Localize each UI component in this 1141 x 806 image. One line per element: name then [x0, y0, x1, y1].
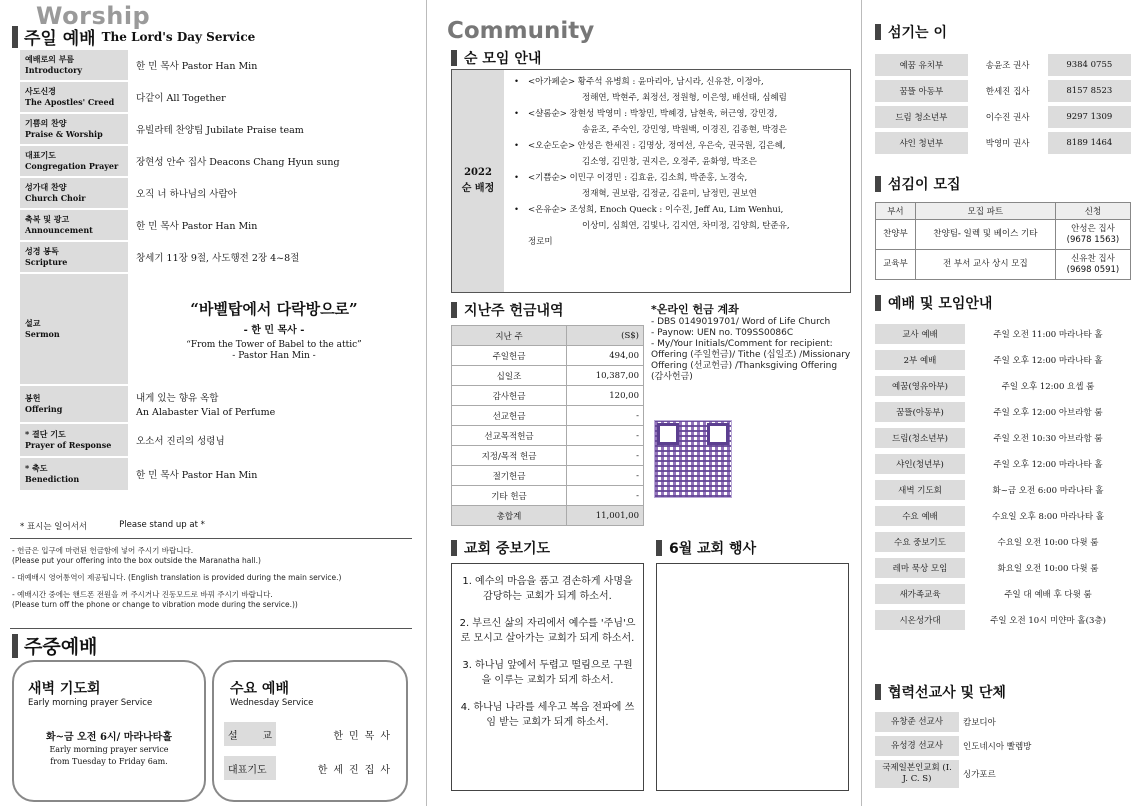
table-header: 지난 주: [452, 326, 567, 346]
sermon-title: “바벨탑에서 다락방으로”: [190, 299, 358, 318]
cell-line: 송윤조, 주숙인, 강민영, 박원백, 이경진, 김종현, 박경은: [582, 125, 787, 135]
table-row-total: [452, 506, 644, 526]
heading-bar-mark: [875, 295, 881, 311]
order-value: 유빌라테 찬양팀 Jubilate Praise team: [136, 125, 304, 136]
order-row: [20, 242, 412, 272]
order-label-kr: 설교: [25, 318, 41, 328]
table-row: [875, 428, 1131, 448]
table-cell: 드림 청소년부: [875, 106, 968, 128]
table-cell: 새가족교육: [875, 584, 965, 604]
order-value: 오소서 진리의 성령님: [136, 436, 225, 447]
order-value: 한 민 목사 Pastor Han Min: [136, 221, 258, 232]
sermon-title-en: “From the Tower of Babel to the attic”: [186, 339, 362, 350]
table-row: [452, 426, 644, 446]
sermon-preacher: - 한 민 목사 -: [243, 324, 305, 336]
table-cell: 주일 오전 11:00 마라나타 홀: [993, 330, 1103, 340]
table-row: [876, 250, 1131, 280]
apply-phone: (9698 0591): [1066, 264, 1120, 275]
order-row: [20, 424, 412, 456]
table-row: [452, 466, 644, 486]
table-cell: 주일헌금: [452, 346, 567, 366]
table-cell: 예꿈 유치부: [875, 54, 968, 76]
order-label-kr: 봉헌: [25, 393, 41, 403]
order-value: 창세기 11장 9절, 사도행전 2장 4~8절: [136, 253, 300, 264]
table-cell: 주일 대 예배 후 다윗 룸: [1004, 590, 1092, 600]
table-cell: 국제일본인교회 (I. J. C. S): [875, 760, 959, 788]
heading-bar-mark: [12, 26, 18, 48]
table-cell: 주일 오후 12:00 마라나타 홀: [993, 356, 1103, 366]
list-item: [514, 74, 844, 106]
column-divider: [426, 0, 427, 806]
table-cell: 드림(청소년부): [875, 428, 965, 448]
label-part: 설: [228, 730, 238, 742]
notice-en: (Please put your offering into the box outside the Maranatha hall.): [12, 556, 261, 565]
bullet-icon: •: [514, 77, 520, 87]
table-row: [452, 486, 644, 506]
table-cell: 새벽 기도회: [875, 480, 965, 500]
table-cell: 수요일 오전 10:00 다윗 룸: [997, 538, 1099, 548]
order-value: [128, 386, 412, 422]
table-cell: 선교헌금: [452, 406, 567, 426]
table-cell: [1055, 220, 1130, 250]
prayer-box: [451, 563, 644, 791]
notice-item: [12, 590, 414, 610]
table-row: [875, 736, 1131, 756]
cell-line: 정해연, 박현주, 최정선, 정원형, 이은영, 배선태, 심혜림: [582, 93, 787, 103]
table-cell: 십일조: [452, 366, 567, 386]
order-label-kr: 대표기도: [25, 150, 56, 160]
table-row: [452, 326, 644, 346]
order-label-kr: 성경 봉독: [25, 246, 59, 256]
table-cell: 주일 오후 12:00 아브라함 룸: [993, 408, 1103, 418]
table-cell: 10,387,00: [567, 366, 644, 386]
service-title-en: The Lord's Day Service: [101, 29, 256, 44]
online-offering-line: - DBS 0149019701/ Word of Life Church: [651, 317, 831, 327]
table-row: [452, 406, 644, 426]
table-cell: 지정/목적 헌금: [452, 446, 567, 466]
notices: [12, 546, 414, 617]
table-row: [876, 203, 1131, 220]
offering-hymn-kr: 내게 있는 향유 옥합: [136, 393, 219, 404]
table-cell: 주일 오전 10시 미얀마 홀(3층): [990, 616, 1106, 626]
cell-line: <아가페순> 황주석 유병희 : 윤마리아, 남시라, 신유찬, 이정아,: [528, 77, 764, 87]
table-cell: 선교목적헌금: [452, 426, 567, 446]
missions-heading: [875, 682, 1006, 702]
cells-table: [451, 69, 851, 293]
cells-label: 순 배정: [461, 183, 495, 194]
table-row: [875, 584, 1131, 604]
apply-name: 안성은 집사: [1071, 223, 1115, 234]
weekday-title-text: 주중예배: [24, 636, 98, 658]
table-cell: 기타 헌금: [452, 486, 567, 506]
table-cell: 시온성가대: [875, 610, 965, 630]
table-cell: 꿈뜰(아동부): [875, 402, 965, 422]
order-row: [20, 178, 412, 208]
cell-line: <기쁨순> 이민구 이경민 : 김효윤, 김소희, 박준홍, 노경숙,: [528, 173, 748, 183]
table-row: [875, 558, 1131, 578]
table-row: [875, 80, 1131, 102]
table-cell: 캄보디아: [963, 718, 996, 728]
table-cell: 레마 묵상 모임: [875, 558, 965, 578]
bullet-icon: •: [514, 205, 520, 215]
cell-line: <오순도순> 안성은 한세진 : 김명상, 정여선, 우은숙, 권국원, 김은혜,: [528, 141, 786, 151]
heading-bar-mark: [12, 634, 18, 658]
cell-line: 김소영, 김민창, 권지은, 오정주, 윤화영, 박조은: [582, 157, 757, 167]
standup-note-kr: * 표시는 일어서서: [20, 522, 88, 532]
table-cell: -: [567, 426, 644, 446]
notice-item: [12, 546, 414, 566]
notice-kr: - 예배시간 중에는 핸드폰 전원을 꺼 주시거나 진동모드로 바꿔 주시기 바랍니다.: [12, 590, 273, 599]
table-cell: 8157 8523: [1048, 80, 1131, 102]
table-cell: 총합계: [452, 506, 567, 526]
offering-heading-text: 지난주 헌금내역: [464, 303, 564, 319]
table-header: 부서: [876, 203, 916, 220]
order-label-en: Introductory: [25, 65, 82, 75]
table-row: [875, 54, 1131, 76]
table-cell: 유창준 선교사: [875, 712, 959, 732]
dawn-time-en-2: from Tuesday to Friday 6am.: [50, 757, 168, 766]
list-item: [514, 138, 844, 170]
divider-line: [10, 628, 412, 629]
table-cell: [1055, 250, 1130, 280]
table-cell: 화요일 오전 10:00 다윗 룸: [997, 564, 1099, 574]
table-row: [875, 480, 1131, 500]
bullet-icon: •: [514, 109, 520, 119]
table-cell: 이수진 권사: [985, 113, 1030, 123]
label-part: 대표기도: [228, 764, 267, 776]
order-label-kr: * 결단 기도: [25, 429, 66, 439]
prayer-heading: [451, 538, 550, 558]
table-cell: -: [567, 446, 644, 466]
table-cell: -: [567, 406, 644, 426]
info-column: [865, 0, 1141, 806]
heading-bar-mark: [656, 540, 662, 556]
bullet-icon: •: [514, 173, 520, 183]
heading-bar-mark: [451, 302, 457, 318]
dawn-title: 새벽 기도회: [28, 681, 101, 697]
offering-heading: [451, 300, 564, 320]
wednesday-row-value: 한민목사: [333, 730, 396, 742]
heading-bar-mark: [875, 684, 881, 700]
table-cell: -: [567, 466, 644, 486]
table-cell: 찬양부: [876, 220, 916, 250]
june-events-box: [656, 563, 849, 791]
online-offering-info: [651, 304, 851, 383]
community-column: [437, 0, 855, 806]
sermon-preacher-en: - Pastor Han Min -: [232, 350, 316, 361]
table-row: [875, 106, 1131, 128]
june-events-heading: [656, 538, 756, 558]
table-header: (S$): [567, 326, 644, 346]
wednesday-title: 수요 예배: [230, 681, 289, 697]
prayer-heading-text: 교회 중보기도: [464, 541, 551, 557]
column-divider: [861, 0, 862, 806]
schedule-heading: [875, 293, 992, 313]
order-label-en: Sermon: [25, 329, 60, 339]
order-row: [20, 458, 412, 490]
list-item: [514, 106, 844, 138]
table-cell: 꿈뜰 아동부: [875, 80, 968, 102]
recruit-heading-text: 섬김이 모집: [888, 177, 961, 193]
order-label-en: Scripture: [25, 257, 68, 267]
order-row: [20, 210, 412, 240]
order-label-en: Church Choir: [25, 193, 86, 203]
order-label-en: Offering: [25, 404, 63, 414]
wednesday-row-label: [224, 722, 276, 746]
table-row: [875, 760, 1131, 788]
schedule-heading-text: 예배 및 모임안내: [888, 296, 993, 312]
order-label-kr: 기쁨의 찬양: [25, 118, 67, 128]
offering-hymn-en: An Alabaster Vial of Perfume: [136, 407, 276, 418]
table-cell: 싱가포르: [963, 770, 996, 780]
order-row: [20, 114, 412, 144]
sermon-block: [128, 274, 412, 384]
june-events-heading-text: 6월 교회 행사: [669, 541, 757, 557]
table-cell: 2부 예배: [875, 350, 965, 370]
cell-line: 이상미, 심희연, 김빛나, 김지연, 차미정, 김양희, 탄준유,: [582, 221, 790, 231]
dawn-time-en-1: Early morning prayer service: [49, 745, 169, 754]
order-value: 한 민 목사 Pastor Han Min: [136, 61, 258, 72]
worship-kicker: Worship: [36, 2, 151, 30]
apply-phone: (9678 1563): [1066, 234, 1120, 245]
online-offering-line: - My/Your Initials/Comment for recipient: Offering (주일헌금)/ Tithe (십일조) /Missionary Offering (선교헌금) /Thanksgiving Offering (감사헌금): [651, 339, 851, 382]
order-value: 다같이 All Together: [136, 93, 226, 104]
table-cell: 9384 0755: [1048, 54, 1131, 76]
recruit-table: [875, 202, 1131, 280]
table-cell: 절기헌금: [452, 466, 567, 486]
table-cell: 샤인(청년부): [875, 454, 965, 474]
prayer-item: 2. 부르신 삶의 자리에서 예수를 '주님'으로 모시고 살아가는 교회가 되게 하소서.: [459, 618, 636, 644]
table-cell: 예꿈(영유아부): [875, 376, 965, 396]
qr-code-icon: [654, 420, 732, 498]
table-cell: 수요 중보기도: [875, 532, 965, 552]
wednesday-service-box: [212, 660, 408, 802]
order-value: 장현성 안수 집사 Deacons Chang Hyun sung: [136, 157, 340, 168]
table-row: [875, 132, 1131, 154]
table-cell: 박영미 권사: [985, 139, 1030, 149]
heading-bar-mark: [875, 24, 881, 40]
dawn-subtitle: Early morning prayer Service: [28, 698, 153, 708]
table-row: [875, 454, 1131, 474]
order-row: [20, 146, 412, 176]
table-cell: 화~금 오전 6:00 마라나타 홀: [992, 486, 1104, 496]
order-label-en: Prayer of Response: [25, 440, 112, 450]
wednesday-subtitle: Wednesday Service: [230, 698, 314, 708]
notice-kr: - 헌금은 입구에 마련된 헌금함에 넣어 주시기 바랍니다.: [12, 546, 194, 555]
order-label-kr: * 축도: [25, 463, 48, 473]
table-cell: 감사헌금: [452, 386, 567, 406]
table-row: [875, 532, 1131, 552]
heading-bar-mark: [451, 540, 457, 556]
order-value: 한 민 목사 Pastor Han Min: [136, 470, 258, 481]
table-cell: 샤인 청년부: [875, 132, 968, 154]
servers-heading-text: 섬기는 이: [888, 25, 947, 41]
table-cell: -: [567, 486, 644, 506]
heading-bar-mark: [451, 50, 457, 66]
list-item: [514, 170, 844, 202]
table-row: [875, 376, 1131, 396]
order-row: [20, 386, 412, 422]
notice-kr: - 대예배시 영어통역이 제공됩니다. (English translation is provided during the main service.): [12, 573, 342, 582]
table-cell: 9297 1309: [1048, 106, 1131, 128]
wednesday-row: [224, 722, 396, 746]
apply-name: 신유찬 집사: [1071, 253, 1115, 264]
dawn-prayer-box: [12, 660, 206, 802]
order-label-kr: 사도신경: [25, 86, 56, 96]
standup-note: [20, 520, 205, 532]
table-row: [875, 324, 1131, 344]
table-cell: 120,00: [567, 386, 644, 406]
notice-item: [12, 573, 414, 583]
order-of-service: [20, 50, 412, 492]
servers-heading: [875, 22, 947, 42]
dawn-time: 화~금 오전 6시/ 마라나타홀: [45, 732, 173, 743]
online-offering-line: - Paynow: UEN no. T09SS0086C: [651, 328, 794, 338]
order-label-kr: 예배로의 부름: [25, 54, 75, 64]
cell-line: <샬롬순> 장현성 박영미 : 박창민, 박혜경, 남현욱, 허근영, 강민경,: [528, 109, 778, 119]
prayer-item: 1. 예수의 마음을 품고 겸손하게 사명을 감당하는 교회가 되게 하소서.: [462, 576, 633, 602]
table-cell: 주일 오후 12:00 마라나타 홀: [993, 460, 1103, 470]
order-row-sermon: [20, 274, 412, 384]
order-label-en: Announcement: [25, 225, 93, 235]
table-cell: 주일 오전 10:30 아브라함 룸: [993, 434, 1103, 444]
table-header: 신청: [1055, 203, 1130, 220]
table-cell: 전 부서 교사 상시 모집: [915, 250, 1055, 280]
table-row: [875, 506, 1131, 526]
notice-en: (Please turn off the phone or change to vibration mode during the service.)): [12, 600, 298, 609]
cell-line: 정재혁, 권보람, 김정균, 김윤미, 남정민, 권보연: [582, 189, 757, 199]
cells-heading-text: 순 모임 안내: [464, 51, 542, 67]
prayer-item: 4. 하나님 나라를 세우고 복음 전파에 쓰임 받는 교회가 되게 하소서.: [460, 702, 635, 728]
table-header: 모집 파트: [915, 203, 1055, 220]
table-row: [452, 386, 644, 406]
worship-column: [0, 0, 420, 806]
table-row: [452, 346, 644, 366]
order-label-en: The Apostles' Creed: [25, 97, 115, 107]
table-cell: 한세진 집사: [985, 87, 1030, 97]
table-cell: 유성경 선교사: [875, 736, 959, 756]
wednesday-row-value: 한세진집사: [317, 764, 396, 776]
table-cell: 인도네시아 빨렘방: [963, 742, 1032, 752]
table-cell: 교사 예배: [875, 324, 965, 344]
prayer-item: 3. 하나님 앞에서 두렵고 떨림으로 구원을 이루는 교회가 되게 하소서.: [462, 660, 633, 686]
order-label-en: Benediction: [25, 474, 80, 484]
missions-table: [875, 708, 1131, 792]
table-cell: 494,00: [567, 346, 644, 366]
standup-note-en: Please stand up at *: [119, 520, 205, 530]
cells-heading: [451, 48, 541, 68]
wednesday-row: [224, 756, 396, 780]
cells-year: 2022: [464, 167, 492, 178]
service-title: [12, 24, 255, 49]
order-value: 오직 너 하나님의 사람아: [136, 189, 237, 200]
community-title: Community: [447, 18, 595, 44]
order-label-kr: 축복 및 광고: [25, 214, 70, 224]
table-cell: 수요 예배: [875, 506, 965, 526]
table-cell: 찬양팀- 일렉 및 베이스 기타: [915, 220, 1055, 250]
label-part: 교: [262, 730, 272, 742]
offering-table: [451, 325, 644, 526]
list-item: [514, 202, 844, 250]
cells-list: [504, 70, 850, 292]
table-cell: 11,001,00: [567, 506, 644, 526]
table-row: [875, 350, 1131, 370]
table-cell: 교육부: [876, 250, 916, 280]
table-row: [875, 712, 1131, 732]
cell-line: 정로미: [528, 237, 553, 247]
cells-year-label: [452, 70, 504, 292]
recruit-heading: [875, 174, 961, 194]
order-label-kr: 성가대 찬양: [25, 182, 67, 192]
divider-line: [10, 538, 412, 539]
order-label-en: Congregation Prayer: [25, 161, 119, 171]
table-row: [875, 610, 1131, 630]
wednesday-row-label: [224, 756, 276, 780]
heading-bar-mark: [875, 176, 881, 192]
order-row: [20, 50, 412, 80]
table-cell: 송윤조 권사: [985, 61, 1030, 71]
table-row: [452, 366, 644, 386]
cell-line: <온유순> 조성희, Enoch Queck : 이수진, Jeff Au, Lim Wenhui,: [528, 205, 784, 215]
order-label-en: Praise & Worship: [25, 129, 103, 139]
servers-table: [875, 50, 1131, 158]
service-title-kr: 주일 예배: [24, 29, 96, 49]
table-cell: 8189 1464: [1048, 132, 1131, 154]
table-cell: 주일 오후 12:00 요셉 룸: [1001, 382, 1095, 392]
table-cell: 수요일 오후 8:00 마라나타 홀: [991, 512, 1104, 522]
schedule-table: [875, 318, 1131, 636]
order-row: [20, 82, 412, 112]
table-row: [876, 220, 1131, 250]
missions-heading-text: 협력선교사 및 단체: [888, 685, 1006, 701]
weekday-title: [12, 632, 97, 659]
table-row: [875, 402, 1131, 422]
bullet-icon: •: [514, 141, 520, 151]
online-offering-title: *온라인 헌금 계좌: [651, 303, 739, 316]
table-row: [452, 446, 644, 466]
